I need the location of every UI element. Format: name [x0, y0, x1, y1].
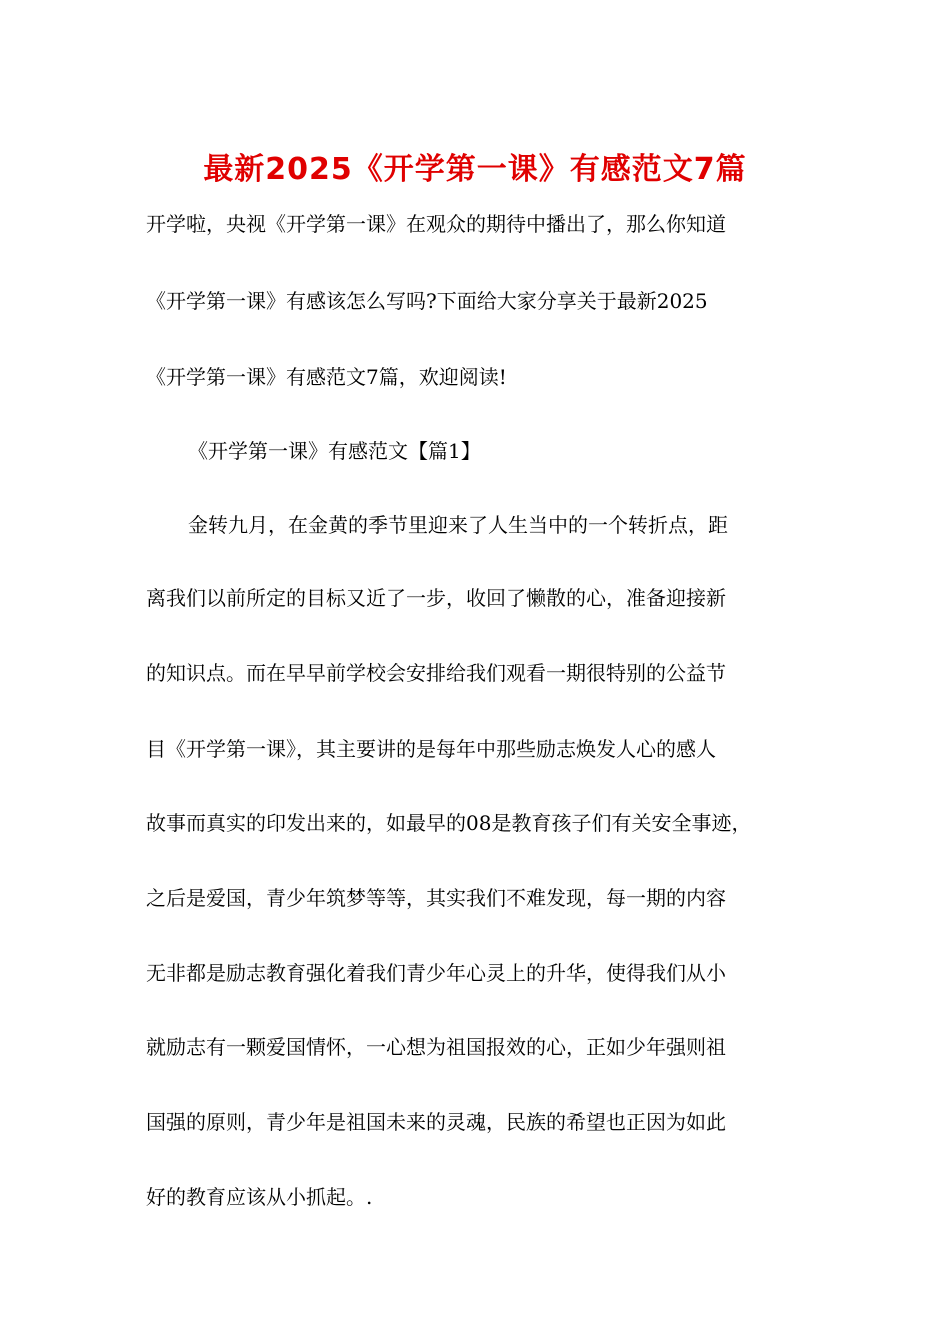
body-line: 就励志有一颗爱国情怀，一心想为祖国报效的心，正如少年强则祖	[146, 1035, 726, 1059]
intro-line: 《开学第一课》有感范文7篇，欢迎阅读!	[146, 365, 507, 389]
body-line: 国强的原则，青少年是祖国未来的灵魂，民族的希望也正因为如此	[146, 1110, 726, 1134]
body-line: 好的教育应该从小抓起。.	[146, 1185, 373, 1209]
intro-line: 开学啦，央视《开学第一课》在观众的期待中播出了，那么你知道	[146, 212, 726, 236]
body-line: 的知识点。而在早早前学校会安排给我们观看一期很特别的公益节	[146, 661, 726, 685]
body-line: 无非都是励志教育强化着我们青少年心灵上的升华，使得我们从小	[146, 961, 726, 985]
intro-line: 《开学第一课》有感该怎么写吗?下面给大家分享关于最新2025	[146, 289, 708, 313]
section-heading: 《开学第一课》有感范文【篇1】	[188, 439, 481, 463]
document-title: 最新2025《开学第一课》有感范文7篇	[203, 152, 747, 187]
body-line: 目《开学第一课》，其主要讲的是每年中那些励志焕发人心的感人	[146, 737, 716, 761]
body-line: 离我们以前所定的目标又近了一步，收回了懒散的心，准备迎接新	[146, 586, 726, 610]
body-line: 之后是爱国，青少年筑梦等等，其实我们不难发现，每一期的内容	[146, 886, 726, 910]
body-line: 故事而真实的印发出来的，如最早的08是教育孩子们有关安全事迹，	[146, 811, 752, 835]
body-line: 金转九月，在金黄的季节里迎来了人生当中的一个转折点，距	[188, 513, 728, 537]
